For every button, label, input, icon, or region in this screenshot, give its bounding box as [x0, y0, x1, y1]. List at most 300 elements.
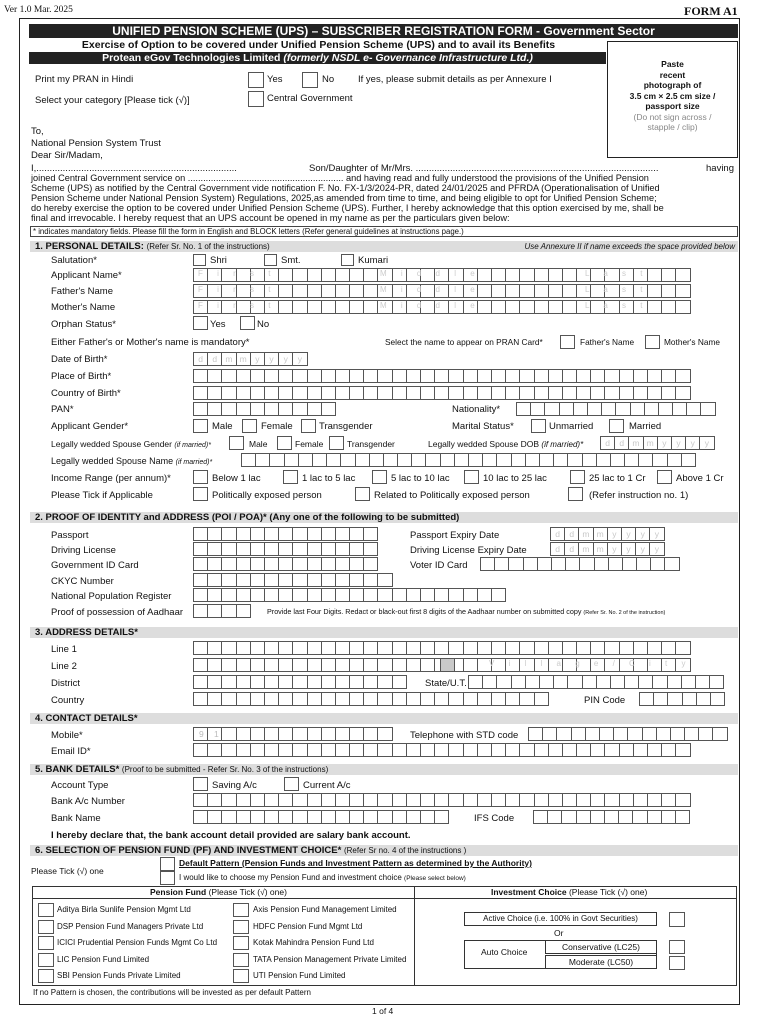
date-cell[interactable]: y: [621, 527, 636, 541]
char-cell[interactable]: [530, 402, 545, 416]
char-cell[interactable]: [548, 300, 563, 314]
char-cell[interactable]: [349, 573, 364, 587]
char-cell[interactable]: [519, 369, 534, 383]
char-cell[interactable]: [377, 793, 392, 807]
char-cell[interactable]: [565, 557, 580, 571]
char-cell[interactable]: [406, 810, 421, 824]
char-cell[interactable]: [363, 369, 378, 383]
char-cell[interactable]: [307, 658, 322, 672]
char-cell[interactable]: [264, 369, 279, 383]
char-cell[interactable]: [686, 402, 701, 416]
char-cell[interactable]: [349, 588, 364, 602]
char-cell[interactable]: [434, 588, 449, 602]
char-cell[interactable]: [463, 692, 478, 706]
char-cell[interactable]: [363, 810, 378, 824]
char-cell[interactable]: [633, 386, 648, 400]
gender-male-checkbox[interactable]: [193, 419, 208, 433]
char-cell[interactable]: [525, 453, 540, 467]
char-cell[interactable]: [539, 453, 554, 467]
char-cell[interactable]: [477, 641, 492, 655]
char-cell[interactable]: [661, 369, 676, 383]
char-cell[interactable]: [675, 300, 690, 314]
char-cell[interactable]: [562, 743, 577, 757]
char-cell[interactable]: [556, 727, 571, 741]
char-cell[interactable]: [307, 369, 322, 383]
char-cell[interactable]: [236, 369, 251, 383]
char-cell[interactable]: [434, 641, 449, 655]
char-cell[interactable]: [250, 692, 265, 706]
char-cell[interactable]: [236, 604, 251, 618]
char-cell[interactable]: [420, 588, 435, 602]
fund-checkbox[interactable]: [233, 953, 249, 967]
char-cell[interactable]: [255, 453, 270, 467]
char-cell[interactable]: [406, 743, 421, 757]
spouse-female-checkbox[interactable]: [277, 436, 292, 450]
char-cell[interactable]: [667, 675, 682, 689]
char-cell[interactable]: [349, 641, 364, 655]
married-checkbox[interactable]: [609, 419, 624, 433]
char-cell[interactable]: [633, 369, 648, 383]
char-cell[interactable]: [712, 727, 727, 741]
char-cell[interactable]: [321, 743, 336, 757]
char-cell[interactable]: [675, 386, 690, 400]
char-cell[interactable]: [505, 268, 520, 282]
char-cell[interactable]: [321, 810, 336, 824]
char-cell[interactable]: [448, 588, 463, 602]
char-cell[interactable]: [434, 810, 449, 824]
char-cell[interactable]: [335, 268, 350, 282]
char-cell[interactable]: [534, 386, 549, 400]
char-cell[interactable]: [377, 810, 392, 824]
char-cell[interactable]: [548, 386, 563, 400]
char-cell[interactable]: [321, 793, 336, 807]
date-cell[interactable]: m: [643, 436, 658, 450]
char-cell[interactable]: [264, 743, 279, 757]
char-cell[interactable]: [250, 743, 265, 757]
char-cell[interactable]: [392, 386, 407, 400]
country-field[interactable]: [193, 692, 548, 706]
char-cell[interactable]: [511, 675, 526, 689]
spouse-male-checkbox[interactable]: [229, 436, 244, 450]
char-cell[interactable]: [675, 641, 690, 655]
char-cell[interactable]: [392, 658, 407, 672]
char-cell[interactable]: [392, 793, 407, 807]
char-cell[interactable]: [534, 793, 549, 807]
char-cell[interactable]: [292, 402, 307, 416]
char-cell[interactable]: [448, 386, 463, 400]
income-10-25-lac-checkbox[interactable]: [464, 470, 479, 484]
date-cell[interactable]: y: [607, 527, 622, 541]
char-cell[interactable]: [264, 727, 279, 741]
char-cell[interactable]: [618, 810, 633, 824]
char-cell[interactable]: [193, 658, 208, 672]
date-cell[interactable]: y: [292, 352, 307, 366]
kumari-checkbox[interactable]: [341, 254, 354, 266]
char-cell[interactable]: [236, 386, 251, 400]
fund-checkbox[interactable]: [233, 936, 249, 950]
char-cell[interactable]: [675, 810, 690, 824]
char-cell[interactable]: [548, 268, 563, 282]
char-cell[interactable]: [519, 386, 534, 400]
active-choice-checkbox[interactable]: [669, 912, 685, 927]
char-cell[interactable]: [392, 743, 407, 757]
char-cell[interactable]: [335, 527, 350, 541]
pran-father-checkbox[interactable]: [560, 335, 575, 349]
char-cell[interactable]: [590, 386, 605, 400]
char-cell[interactable]: [647, 641, 662, 655]
char-cell[interactable]: [420, 743, 435, 757]
char-cell[interactable]: [278, 300, 293, 314]
char-cell[interactable]: [477, 369, 492, 383]
char-cell[interactable]: [505, 641, 520, 655]
char-cell[interactable]: [647, 743, 662, 757]
char-cell[interactable]: [377, 675, 392, 689]
char-cell[interactable]: [236, 793, 251, 807]
char-cell[interactable]: [562, 369, 577, 383]
char-cell[interactable]: [491, 692, 506, 706]
char-cell[interactable]: [377, 658, 392, 672]
char-cell[interactable]: [448, 692, 463, 706]
char-cell[interactable]: [585, 727, 600, 741]
char-cell[interactable]: [647, 793, 662, 807]
char-cell[interactable]: [406, 369, 421, 383]
char-cell[interactable]: [494, 557, 509, 571]
saving-account-checkbox[interactable]: [193, 777, 208, 791]
char-cell[interactable]: [335, 793, 350, 807]
active-choice-option[interactable]: Active Choice (i.e. 100% in Govt Securities): [464, 912, 657, 926]
date-cell[interactable]: y: [250, 352, 265, 366]
char-cell[interactable]: [236, 557, 251, 571]
char-cell[interactable]: [647, 284, 662, 298]
char-cell[interactable]: [321, 386, 336, 400]
fund-checkbox[interactable]: [233, 920, 249, 934]
char-cell[interactable]: [221, 604, 236, 618]
state-field[interactable]: [468, 675, 723, 689]
char-cell[interactable]: [434, 386, 449, 400]
char-cell[interactable]: [652, 675, 667, 689]
char-cell[interactable]: [420, 641, 435, 655]
char-cell[interactable]: [576, 810, 591, 824]
fund-checkbox[interactable]: [38, 953, 54, 967]
char-cell[interactable]: [559, 402, 574, 416]
char-cell[interactable]: [491, 641, 506, 655]
char-cell[interactable]: [307, 386, 322, 400]
char-cell[interactable]: [284, 453, 299, 467]
char-cell[interactable]: [321, 727, 336, 741]
char-cell[interactable]: [292, 542, 307, 556]
char-cell[interactable]: [264, 793, 279, 807]
date-cell[interactable]: y: [671, 436, 686, 450]
char-cell[interactable]: [491, 743, 506, 757]
char-cell[interactable]: [292, 300, 307, 314]
char-cell[interactable]: [307, 692, 322, 706]
char-cell[interactable]: [335, 588, 350, 602]
char-cell[interactable]: [613, 727, 628, 741]
char-cell[interactable]: [523, 557, 538, 571]
char-cell[interactable]: [576, 743, 591, 757]
char-cell[interactable]: [505, 386, 520, 400]
char-cell[interactable]: [349, 542, 364, 556]
char-cell[interactable]: [681, 675, 696, 689]
char-cell[interactable]: [633, 641, 648, 655]
char-cell[interactable]: [463, 369, 478, 383]
orphan-no-checkbox[interactable]: [240, 316, 255, 330]
char-cell[interactable]: [434, 743, 449, 757]
char-cell[interactable]: [519, 268, 534, 282]
char-cell[interactable]: [661, 300, 676, 314]
char-cell[interactable]: [236, 402, 251, 416]
pob-field[interactable]: [193, 369, 690, 383]
char-cell[interactable]: [312, 453, 327, 467]
fund-checkbox[interactable]: [38, 903, 54, 917]
char-cell[interactable]: [615, 402, 630, 416]
char-cell[interactable]: [193, 743, 208, 757]
char-cell[interactable]: [599, 727, 614, 741]
char-cell[interactable]: [406, 692, 421, 706]
char-cell[interactable]: [250, 658, 265, 672]
char-cell[interactable]: [363, 641, 378, 655]
char-cell[interactable]: [534, 300, 549, 314]
char-cell[interactable]: [434, 692, 449, 706]
char-cell[interactable]: [561, 810, 576, 824]
char-cell[interactable]: [193, 369, 208, 383]
char-cell[interactable]: [307, 542, 322, 556]
char-cell[interactable]: [491, 369, 506, 383]
char-cell[interactable]: [590, 641, 605, 655]
char-cell[interactable]: [482, 453, 497, 467]
passport-expiry-field[interactable]: [550, 527, 664, 541]
conservative-option[interactable]: Conservative (LC25): [545, 940, 657, 954]
char-cell[interactable]: [264, 658, 279, 672]
char-cell[interactable]: [519, 743, 534, 757]
char-cell[interactable]: [236, 692, 251, 706]
char-cell[interactable]: [644, 402, 659, 416]
char-cell[interactable]: [587, 402, 602, 416]
char-cell[interactable]: [695, 675, 710, 689]
date-cell[interactable]: m: [578, 542, 593, 556]
char-cell[interactable]: [349, 284, 364, 298]
char-cell[interactable]: [392, 369, 407, 383]
char-cell[interactable]: [624, 453, 639, 467]
char-cell[interactable]: [551, 557, 566, 571]
char-cell[interactable]: [553, 453, 568, 467]
char-cell[interactable]: [496, 453, 511, 467]
char-cell[interactable]: [193, 588, 208, 602]
char-cell[interactable]: [496, 675, 511, 689]
char-cell[interactable]: [619, 386, 634, 400]
char-cell[interactable]: [250, 727, 265, 741]
ckyc-field[interactable]: [193, 573, 392, 587]
char-cell[interactable]: [355, 453, 370, 467]
char-cell[interactable]: [278, 692, 293, 706]
income-25-lac-1-cr-checkbox[interactable]: [570, 470, 585, 484]
char-cell[interactable]: [236, 588, 251, 602]
char-cell[interactable]: [349, 300, 364, 314]
char-cell[interactable]: [335, 300, 350, 314]
char-cell[interactable]: [349, 743, 364, 757]
char-cell[interactable]: [193, 527, 208, 541]
char-cell[interactable]: [633, 793, 648, 807]
moderate-checkbox[interactable]: [669, 956, 685, 970]
char-cell[interactable]: [264, 557, 279, 571]
related-pep-checkbox[interactable]: [355, 487, 370, 501]
char-cell[interactable]: [571, 727, 586, 741]
char-cell[interactable]: [321, 284, 336, 298]
char-cell[interactable]: [406, 641, 421, 655]
char-cell[interactable]: [505, 369, 520, 383]
char-cell[interactable]: [377, 386, 392, 400]
char-cell[interactable]: [349, 810, 364, 824]
bank-name-field[interactable]: [193, 810, 448, 824]
char-cell[interactable]: [590, 369, 605, 383]
date-cell[interactable]: d: [207, 352, 222, 366]
char-cell[interactable]: [681, 453, 696, 467]
char-cell[interactable]: [193, 386, 208, 400]
char-cell[interactable]: [349, 692, 364, 706]
char-cell[interactable]: [207, 604, 222, 618]
char-cell[interactable]: [377, 743, 392, 757]
char-cell[interactable]: [392, 588, 407, 602]
char-cell[interactable]: [664, 557, 679, 571]
char-cell[interactable]: [582, 453, 597, 467]
char-cell[interactable]: [236, 573, 251, 587]
char-cell[interactable]: [278, 658, 293, 672]
orphan-yes-checkbox[interactable]: [193, 316, 208, 330]
char-cell[interactable]: [533, 810, 548, 824]
account-number-field[interactable]: [193, 793, 690, 807]
char-cell[interactable]: [193, 402, 208, 416]
char-cell[interactable]: [604, 641, 619, 655]
char-cell[interactable]: [363, 284, 378, 298]
char-cell[interactable]: [420, 692, 435, 706]
char-cell[interactable]: [207, 527, 222, 541]
char-cell[interactable]: [700, 402, 715, 416]
dob-field[interactable]: [193, 352, 307, 366]
char-cell[interactable]: [307, 557, 322, 571]
char-cell[interactable]: [207, 542, 222, 556]
char-cell[interactable]: [236, 810, 251, 824]
char-cell[interactable]: [377, 369, 392, 383]
char-cell[interactable]: [463, 743, 478, 757]
char-cell[interactable]: [590, 810, 605, 824]
date-cell[interactable]: m: [628, 436, 643, 450]
spouse-name-field[interactable]: [241, 453, 695, 467]
char-cell[interactable]: [221, 573, 236, 587]
char-cell[interactable]: [207, 641, 222, 655]
char-cell[interactable]: [307, 300, 322, 314]
char-cell[interactable]: [236, 641, 251, 655]
char-cell[interactable]: [377, 573, 392, 587]
char-cell[interactable]: [363, 675, 378, 689]
char-cell[interactable]: [491, 300, 506, 314]
char-cell[interactable]: [562, 268, 577, 282]
char-cell[interactable]: [604, 793, 619, 807]
char-cell[interactable]: [534, 268, 549, 282]
char-cell[interactable]: [363, 793, 378, 807]
dl-expiry-field[interactable]: [550, 542, 664, 556]
char-cell[interactable]: [647, 268, 662, 282]
date-cell[interactable]: y: [649, 527, 664, 541]
date-cell[interactable]: d: [564, 527, 579, 541]
moderate-option[interactable]: Moderate (LC50): [545, 955, 657, 969]
char-cell[interactable]: [363, 743, 378, 757]
char-cell[interactable]: [207, 810, 222, 824]
char-cell[interactable]: [335, 675, 350, 689]
char-cell[interactable]: [505, 284, 520, 298]
char-cell[interactable]: [661, 284, 676, 298]
char-cell[interactable]: [335, 658, 350, 672]
char-cell[interactable]: [335, 641, 350, 655]
char-cell[interactable]: [548, 743, 563, 757]
char-cell[interactable]: [619, 793, 634, 807]
char-cell[interactable]: [264, 588, 279, 602]
fund-checkbox[interactable]: [38, 936, 54, 950]
char-cell[interactable]: [406, 793, 421, 807]
char-cell[interactable]: [207, 675, 222, 689]
fund-checkbox[interactable]: [233, 969, 249, 983]
char-cell[interactable]: [537, 557, 552, 571]
char-cell[interactable]: [582, 675, 597, 689]
char-cell[interactable]: [534, 692, 549, 706]
char-cell[interactable]: [463, 386, 478, 400]
char-cell[interactable]: [448, 793, 463, 807]
district-field[interactable]: [193, 675, 406, 689]
char-cell[interactable]: [250, 557, 265, 571]
char-cell[interactable]: [193, 557, 208, 571]
gender-female-checkbox[interactable]: [242, 419, 257, 433]
char-cell[interactable]: [335, 573, 350, 587]
char-cell[interactable]: [377, 588, 392, 602]
char-cell[interactable]: [221, 793, 236, 807]
char-cell[interactable]: [491, 284, 506, 298]
char-cell[interactable]: [519, 284, 534, 298]
char-cell[interactable]: [377, 727, 392, 741]
char-cell[interactable]: [335, 369, 350, 383]
char-cell[interactable]: [292, 692, 307, 706]
char-cell[interactable]: [250, 793, 265, 807]
driving-license-field[interactable]: [193, 542, 377, 556]
char-cell[interactable]: [369, 453, 384, 467]
char-cell[interactable]: [250, 402, 265, 416]
char-cell[interactable]: [420, 658, 435, 672]
char-cell[interactable]: [448, 641, 463, 655]
char-cell[interactable]: [639, 692, 654, 706]
date-cell[interactable]: y: [699, 436, 714, 450]
char-cell[interactable]: [221, 675, 236, 689]
date-cell[interactable]: m: [593, 527, 608, 541]
char-cell[interactable]: [292, 573, 307, 587]
char-cell[interactable]: [278, 557, 293, 571]
char-cell[interactable]: [477, 386, 492, 400]
char-cell[interactable]: [236, 727, 251, 741]
char-cell[interactable]: [667, 453, 682, 467]
ifs-field[interactable]: [533, 810, 689, 824]
char-cell[interactable]: [619, 369, 634, 383]
char-cell[interactable]: [278, 542, 293, 556]
char-cell[interactable]: [505, 692, 520, 706]
fund-checkbox[interactable]: [38, 920, 54, 934]
char-cell[interactable]: [411, 453, 426, 467]
char-cell[interactable]: [519, 692, 534, 706]
char-cell[interactable]: [292, 641, 307, 655]
char-cell[interactable]: [406, 386, 421, 400]
char-cell[interactable]: [624, 675, 639, 689]
char-cell[interactable]: [675, 284, 690, 298]
char-cell[interactable]: [207, 692, 222, 706]
char-cell[interactable]: [292, 527, 307, 541]
char-cell[interactable]: [576, 386, 591, 400]
char-cell[interactable]: [207, 588, 222, 602]
